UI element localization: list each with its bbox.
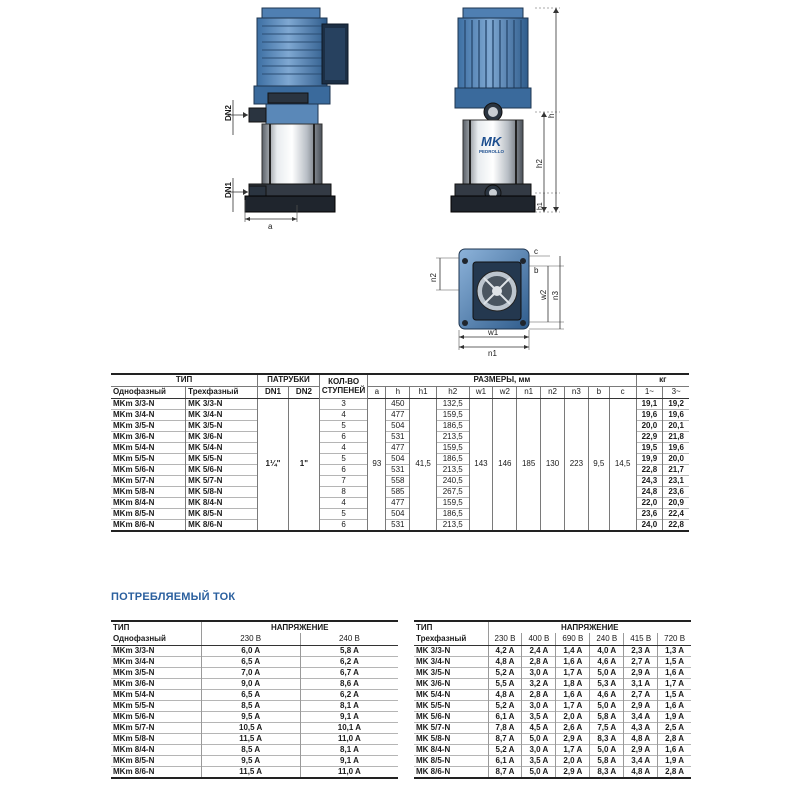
table-row <box>414 656 691 667</box>
current-value: 4,6 A <box>590 689 624 700</box>
current-value: 9,1 A <box>300 755 398 766</box>
dim-h2: 132,5 <box>436 398 469 409</box>
cur1-header-type: ТИП <box>111 621 201 633</box>
dim-w1: 143 <box>469 398 493 531</box>
header-ports: ПАТРУБКИ <box>258 374 320 386</box>
current-value: 6,1 A <box>488 711 522 722</box>
dim-h: 477 <box>386 442 410 453</box>
table-row <box>414 700 691 711</box>
current-value: 3,5 A <box>522 755 556 766</box>
current-value: 5,0 A <box>590 667 624 678</box>
current-value: 8,1 A <box>300 744 398 755</box>
current-value: 2,3 A <box>624 645 658 656</box>
table-row <box>111 678 398 689</box>
technical-drawings <box>0 0 800 370</box>
weight-three-phase: 20,1 <box>663 420 689 431</box>
dim-n3: 223 <box>564 398 588 531</box>
model-name: MKm 8/4-N <box>113 744 155 754</box>
current-value: 1,7 A <box>556 744 590 755</box>
dim-n1: 185 <box>517 398 541 531</box>
current-value: 11,5 A <box>201 766 300 778</box>
model-name: MK 5/7-N <box>416 722 451 732</box>
model-name: MKm 5/4-N <box>113 689 155 699</box>
pump-front-view <box>451 8 560 212</box>
cur2-header-v4: 415 В <box>624 633 658 645</box>
current-value: 9,0 A <box>201 678 300 689</box>
weight-three-phase: 19,6 <box>663 442 689 453</box>
header-single-phase: Однофазный <box>111 386 186 398</box>
dim-h2: 267,5 <box>436 486 469 497</box>
table-row <box>111 744 398 755</box>
current-value: 4,8 A <box>488 656 522 667</box>
current-value: 8,3 A <box>590 766 624 778</box>
model-three-phase: MK 5/5-N <box>186 453 258 464</box>
model-name: MK 5/6-N <box>416 711 451 721</box>
dim-h2: 186,5 <box>436 420 469 431</box>
model-name: MK 8/6-N <box>416 766 451 776</box>
current-value: 6,2 A <box>300 689 398 700</box>
model-three-phase: MK 3/3-N <box>186 398 258 409</box>
current-value: 5,2 A <box>488 667 522 678</box>
header-h: h <box>386 386 410 398</box>
table-row <box>414 744 691 755</box>
table-row <box>414 678 691 689</box>
cur2-header-v2: 690 В <box>556 633 590 645</box>
dim-h1: 41,5 <box>410 398 437 531</box>
header-three-phase: Трехфазный <box>186 386 258 398</box>
weight-three-phase: 21,8 <box>663 431 689 442</box>
table-row <box>111 733 398 744</box>
current-value: 8,7 A <box>488 733 522 744</box>
current-value: 6,1 A <box>488 755 522 766</box>
three-phase-current-table <box>414 620 691 779</box>
model-name: MK 5/5-N <box>416 700 451 710</box>
current-value: 11,0 A <box>300 766 398 778</box>
label-n2: n2 <box>429 273 438 282</box>
table-row <box>111 689 398 700</box>
model-three-phase: MK 5/6-N <box>186 464 258 475</box>
single-phase-current-table <box>111 620 398 779</box>
weight-single-phase: 24,0 <box>636 519 663 531</box>
current-value: 4,8 A <box>624 733 658 744</box>
current-value: 5,8 A <box>300 645 398 656</box>
pump-brand-sub: PEDROLLO <box>479 149 505 154</box>
dim-h2: 213,5 <box>436 431 469 442</box>
header-n2: n2 <box>541 386 565 398</box>
stages-value: 5 <box>319 420 367 431</box>
model-three-phase: MK 8/4-N <box>186 497 258 508</box>
weight-three-phase: 20,0 <box>663 453 689 464</box>
model-name: MKm 5/5-N <box>113 700 155 710</box>
dim-h: 504 <box>386 508 410 519</box>
stages-value: 6 <box>319 431 367 442</box>
model-name: MKm 8/5-N <box>113 755 155 765</box>
model-single-phase: MKm 5/6-N <box>113 464 155 474</box>
current-value: 2,0 A <box>556 755 590 766</box>
current-value: 3,4 A <box>624 711 658 722</box>
current-value: 4,8 A <box>624 766 658 778</box>
dim-h2: 159,5 <box>436 497 469 508</box>
model-single-phase: MKm 3/4-N <box>113 409 155 419</box>
model-single-phase: MKm 5/5-N <box>113 453 155 463</box>
dim-h: 531 <box>386 431 410 442</box>
weight-single-phase: 24,8 <box>636 486 663 497</box>
current-value: 6,0 A <box>201 645 300 656</box>
current-value: 5,8 A <box>590 711 624 722</box>
label-dn1: DN1 <box>224 181 233 198</box>
model-name: MK 8/5-N <box>416 755 451 765</box>
header-b: b <box>588 386 609 398</box>
label-dn2: DN2 <box>224 104 233 121</box>
model-name: MKm 8/6-N <box>113 766 155 776</box>
weight-three-phase: 23,1 <box>663 475 689 486</box>
current-value: 3,0 A <box>522 667 556 678</box>
current-value: 1,7 A <box>556 700 590 711</box>
cur2-header-label: Трехфазный <box>414 633 488 645</box>
weight-single-phase: 19,1 <box>636 398 663 409</box>
current-value: 6,2 A <box>300 656 398 667</box>
table-row <box>414 733 691 744</box>
table-row <box>111 722 398 733</box>
table-row <box>414 722 691 733</box>
dim-h2: 240,5 <box>436 475 469 486</box>
dim-h2: 159,5 <box>436 442 469 453</box>
dim-c: 14,5 <box>609 398 636 531</box>
label-w1: w1 <box>488 328 499 337</box>
header-kg1: 1~ <box>636 386 663 398</box>
weight-single-phase: 24,3 <box>636 475 663 486</box>
model-single-phase: MKm 5/4-N <box>113 442 155 452</box>
cur1-header-v1: 240 В <box>300 633 398 645</box>
stages-value: 6 <box>319 519 367 531</box>
stages-value: 4 <box>319 497 367 508</box>
current-value: 2,8 A <box>522 689 556 700</box>
dim-h2: 213,5 <box>436 464 469 475</box>
section-title-current: ПОТРЕБЛЯЕМЫЙ ТОК <box>111 591 236 603</box>
table-row <box>414 755 691 766</box>
current-value: 10,5 A <box>201 722 300 733</box>
current-value: 1,6 A <box>658 700 691 711</box>
model-name: MK 3/3-N <box>416 645 451 655</box>
model-single-phase: MKm 8/5-N <box>113 508 155 518</box>
model-name: MKm 5/7-N <box>113 722 155 732</box>
stages-value: 3 <box>319 398 367 409</box>
table-row <box>414 689 691 700</box>
current-value: 5,8 A <box>590 755 624 766</box>
weight-three-phase: 20,9 <box>663 497 689 508</box>
stages-value: 8 <box>319 486 367 497</box>
model-single-phase: MKm 3/3-N <box>113 398 155 408</box>
cur2-header-v1: 400 В <box>522 633 556 645</box>
weight-single-phase: 22,8 <box>636 464 663 475</box>
dim-h: 450 <box>386 398 410 409</box>
current-value: 4,5 A <box>522 722 556 733</box>
port-dn2: 1" <box>288 398 319 531</box>
model-name: MKm 5/6-N <box>113 711 155 721</box>
stages-value: 7 <box>319 475 367 486</box>
cur2-header-type: ТИП <box>414 621 488 633</box>
dim-h: 477 <box>386 409 410 420</box>
current-value: 8,5 A <box>201 700 300 711</box>
label-w2: w2 <box>539 289 548 300</box>
weight-three-phase: 21,7 <box>663 464 689 475</box>
current-value: 9,1 A <box>300 711 398 722</box>
dim-h: 477 <box>386 497 410 508</box>
model-single-phase: MKm 5/8-N <box>113 486 155 496</box>
current-value: 1,7 A <box>556 667 590 678</box>
weight-three-phase: 19,6 <box>663 409 689 420</box>
header-stages: КОЛ-ВО СТУПЕНЕЙ <box>319 374 367 398</box>
model-single-phase: MKm 3/6-N <box>113 431 155 441</box>
model-three-phase: MK 3/4-N <box>186 409 258 420</box>
header-w1: w1 <box>469 386 493 398</box>
model-three-phase: MK 8/6-N <box>186 519 258 531</box>
dim-n2: 130 <box>541 398 565 531</box>
model-three-phase: MK 8/5-N <box>186 508 258 519</box>
model-name: MK 3/5-N <box>416 667 451 677</box>
label-n1: n1 <box>488 349 497 358</box>
current-value: 5,2 A <box>488 744 522 755</box>
current-value: 4,0 A <box>590 645 624 656</box>
current-value: 4,8 A <box>488 689 522 700</box>
current-value: 3,4 A <box>624 755 658 766</box>
table-row <box>111 645 398 656</box>
dim-h2: 213,5 <box>436 519 469 531</box>
table-row <box>111 667 398 678</box>
current-value: 5,0 A <box>590 700 624 711</box>
current-value: 1,6 A <box>658 744 691 755</box>
dim-h: 504 <box>386 453 410 464</box>
current-value: 2,8 A <box>658 766 691 778</box>
current-value: 2,5 A <box>658 722 691 733</box>
current-value: 4,2 A <box>488 645 522 656</box>
current-value: 11,5 A <box>201 733 300 744</box>
current-value: 2,9 A <box>624 744 658 755</box>
current-value: 2,6 A <box>556 722 590 733</box>
current-value: 6,5 A <box>201 689 300 700</box>
model-name: MK 8/4-N <box>416 744 451 754</box>
current-value: 2,9 A <box>556 733 590 744</box>
stages-value: 4 <box>319 409 367 420</box>
current-value: 1,4 A <box>556 645 590 656</box>
port-dn1: 1¼" <box>258 398 289 531</box>
current-value: 7,5 A <box>590 722 624 733</box>
current-value: 5,0 A <box>522 733 556 744</box>
model-name: MK 5/4-N <box>416 689 451 699</box>
current-value: 5,3 A <box>590 678 624 689</box>
label-c: c <box>534 247 538 256</box>
header-a: a <box>368 386 386 398</box>
header-dimensions: РАЗМЕРЫ, мм <box>368 374 636 386</box>
model-name: MK 3/4-N <box>416 656 451 666</box>
stages-value: 4 <box>319 442 367 453</box>
current-value: 4,3 A <box>624 722 658 733</box>
table-row <box>111 755 398 766</box>
current-value: 10,1 A <box>300 722 398 733</box>
current-value: 11,0 A <box>300 733 398 744</box>
model-name: MKm 3/6-N <box>113 678 155 688</box>
label-h: h <box>547 113 556 118</box>
header-h1: h1 <box>410 386 437 398</box>
cur2-header-voltage: НАПРЯЖЕНИЕ <box>488 621 691 633</box>
model-single-phase: MKm 8/6-N <box>113 519 155 529</box>
current-value: 9,5 A <box>201 755 300 766</box>
current-value: 8,3 A <box>590 733 624 744</box>
weight-three-phase: 22,8 <box>663 519 689 531</box>
model-name: MKm 3/5-N <box>113 667 155 677</box>
table-row <box>111 766 398 778</box>
cur1-header-label: Однофазный <box>111 633 201 645</box>
table-row <box>111 398 689 409</box>
model-three-phase: MK 5/7-N <box>186 475 258 486</box>
stages-value: 5 <box>319 508 367 519</box>
weight-single-phase: 19,6 <box>636 409 663 420</box>
table-row <box>414 766 691 778</box>
model-three-phase: MK 3/6-N <box>186 431 258 442</box>
cur2-header-v5: 720 В <box>658 633 691 645</box>
table-row <box>111 700 398 711</box>
pump-side-view <box>228 8 348 222</box>
model-single-phase: MKm 3/5-N <box>113 420 155 430</box>
label-n3: n3 <box>551 291 560 300</box>
label-h2: h2 <box>535 159 544 168</box>
dim-b: 9,5 <box>588 398 609 531</box>
current-value: 2,4 A <box>522 645 556 656</box>
current-value: 2,0 A <box>556 711 590 722</box>
current-value: 6,7 A <box>300 667 398 678</box>
weight-three-phase: 22,4 <box>663 508 689 519</box>
current-value: 3,2 A <box>522 678 556 689</box>
current-value: 8,6 A <box>300 678 398 689</box>
dim-h2: 186,5 <box>436 508 469 519</box>
stages-value: 5 <box>319 453 367 464</box>
dim-h: 504 <box>386 420 410 431</box>
table-row <box>111 656 398 667</box>
current-value: 7,0 A <box>201 667 300 678</box>
dimensions-table <box>111 373 689 532</box>
weight-single-phase: 20,0 <box>636 420 663 431</box>
label-h1: h1 <box>537 202 544 210</box>
current-value: 2,9 A <box>556 766 590 778</box>
current-value: 1,3 A <box>658 645 691 656</box>
table-row <box>111 711 398 722</box>
table-row <box>414 711 691 722</box>
dim-w2: 146 <box>493 398 517 531</box>
current-value: 8,1 A <box>300 700 398 711</box>
cur1-header-v0: 230 В <box>201 633 300 645</box>
weight-single-phase: 23,6 <box>636 508 663 519</box>
current-value: 2,9 A <box>624 667 658 678</box>
weight-single-phase: 19,9 <box>636 453 663 464</box>
dim-h: 585 <box>386 486 410 497</box>
current-value: 5,0 A <box>590 744 624 755</box>
dim-a: 93 <box>368 398 386 531</box>
current-value: 1,9 A <box>658 711 691 722</box>
current-value: 1,6 A <box>658 667 691 678</box>
current-value: 3,1 A <box>624 678 658 689</box>
current-value: 8,7 A <box>488 766 522 778</box>
model-single-phase: MKm 5/7-N <box>113 475 155 485</box>
current-value: 3,0 A <box>522 744 556 755</box>
current-value: 1,6 A <box>556 689 590 700</box>
current-value: 1,6 A <box>556 656 590 667</box>
model-name: MKm 3/4-N <box>113 656 155 666</box>
dim-h2: 186,5 <box>436 453 469 464</box>
cur1-header-voltage: НАПРЯЖЕНИЕ <box>201 621 398 633</box>
current-value: 2,8 A <box>522 656 556 667</box>
current-value: 9,5 A <box>201 711 300 722</box>
model-name: MK 5/8-N <box>416 733 451 743</box>
current-value: 4,6 A <box>590 656 624 667</box>
model-name: MKm 3/3-N <box>113 645 155 655</box>
model-name: MKm 5/8-N <box>113 733 155 743</box>
current-value: 2,7 A <box>624 689 658 700</box>
weight-single-phase: 19,5 <box>636 442 663 453</box>
current-value: 5,2 A <box>488 700 522 711</box>
label-b: b <box>534 266 539 275</box>
header-kg3: 3~ <box>663 386 689 398</box>
header-weight: кг <box>636 374 689 386</box>
stages-value: 6 <box>319 464 367 475</box>
current-value: 2,7 A <box>624 656 658 667</box>
header-type: ТИП <box>111 374 258 386</box>
model-three-phase: MK 5/8-N <box>186 486 258 497</box>
header-n1: n1 <box>517 386 541 398</box>
current-value: 2,9 A <box>624 700 658 711</box>
current-value: 1,5 A <box>658 689 691 700</box>
current-value: 1,9 A <box>658 755 691 766</box>
current-value: 8,5 A <box>201 744 300 755</box>
current-value: 2,8 A <box>658 733 691 744</box>
header-h2: h2 <box>436 386 469 398</box>
header-dn2: DN2 <box>288 386 319 398</box>
current-value: 1,8 A <box>556 678 590 689</box>
current-value: 5,0 A <box>522 766 556 778</box>
pump-brand-logo: MK <box>481 134 502 149</box>
current-value: 6,5 A <box>201 656 300 667</box>
current-value: 1,5 A <box>658 656 691 667</box>
current-value: 3,5 A <box>522 711 556 722</box>
weight-single-phase: 22,9 <box>636 431 663 442</box>
model-name: MK 3/6-N <box>416 678 451 688</box>
cur2-header-v3: 240 В <box>590 633 624 645</box>
label-a: a <box>268 222 273 231</box>
header-w2: w2 <box>493 386 517 398</box>
table-row <box>414 667 691 678</box>
dim-h: 558 <box>386 475 410 486</box>
current-value: 3,0 A <box>522 700 556 711</box>
table-row <box>414 645 691 656</box>
model-single-phase: MKm 8/4-N <box>113 497 155 507</box>
weight-three-phase: 23,6 <box>663 486 689 497</box>
model-three-phase: MK 3/5-N <box>186 420 258 431</box>
header-n3: n3 <box>564 386 588 398</box>
cur2-header-v0: 230 В <box>488 633 522 645</box>
header-c: c <box>609 386 636 398</box>
dim-h: 531 <box>386 519 410 531</box>
weight-single-phase: 22,0 <box>636 497 663 508</box>
header-dn1: DN1 <box>258 386 289 398</box>
current-value: 5,5 A <box>488 678 522 689</box>
weight-three-phase: 19,2 <box>663 398 689 409</box>
current-value: 1,7 A <box>658 678 691 689</box>
current-value: 7,8 A <box>488 722 522 733</box>
model-three-phase: MK 5/4-N <box>186 442 258 453</box>
dim-h2: 159,5 <box>436 409 469 420</box>
dim-h: 531 <box>386 464 410 475</box>
